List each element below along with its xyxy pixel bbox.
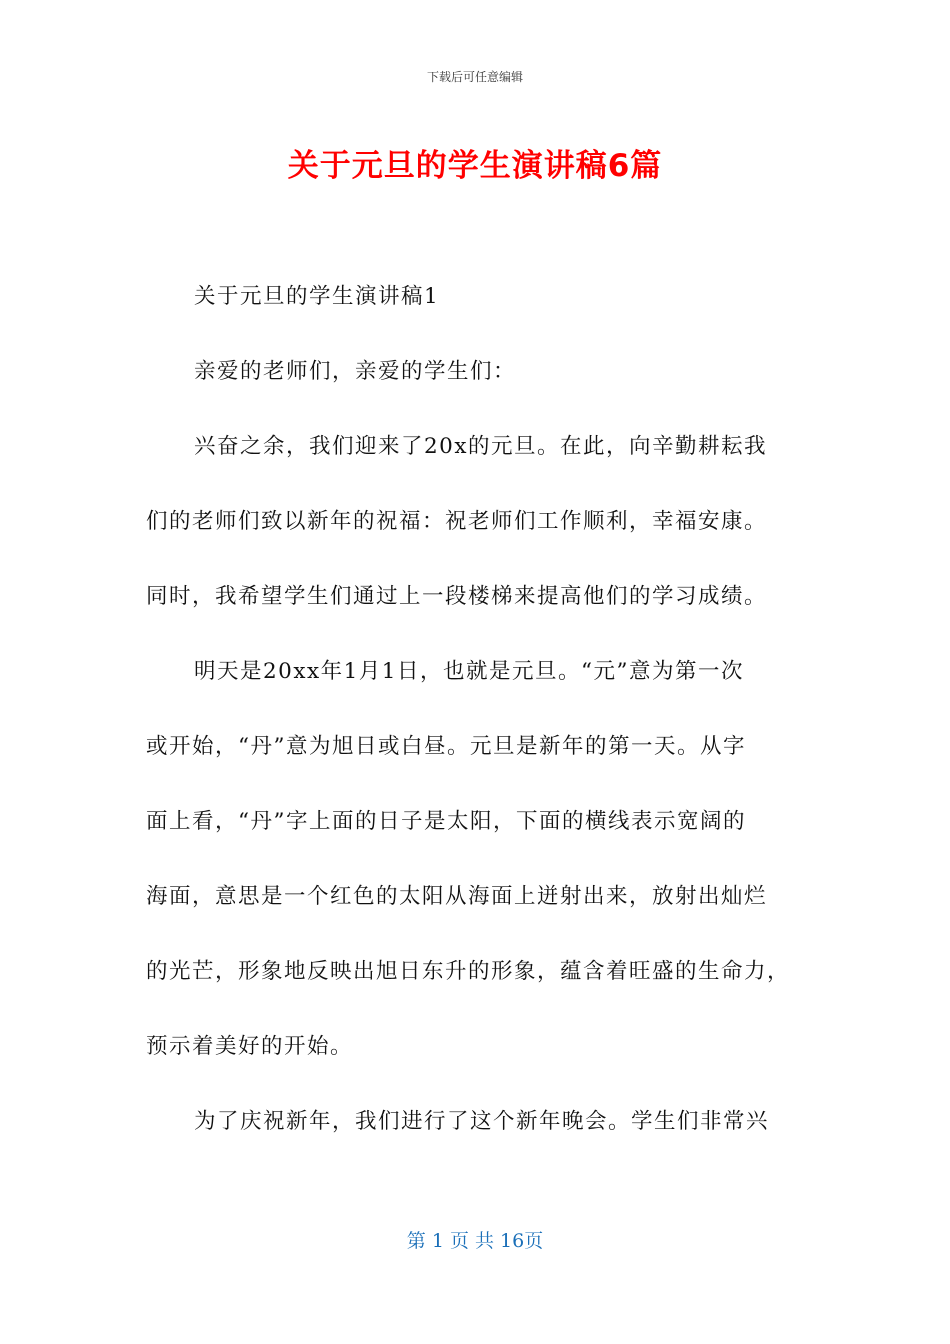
paragraph-line: 们的老师们致以新年的祝福：祝老师们工作顺利，幸福安康。 bbox=[146, 509, 768, 534]
speech-heading: 关于元旦的学生演讲稿1 bbox=[194, 284, 440, 309]
document-body bbox=[146, 278, 806, 1178]
paragraph-line: 兴奋之余，我们迎来了20x的元旦。在此，向辛勤耕耘我 bbox=[194, 434, 767, 459]
paragraph-line: 为了庆祝新年，我们进行了这个新年晚会。学生们非常兴 bbox=[194, 1109, 770, 1134]
paragraph-line: 的光芒，形象地反映出旭日东升的形象，蕴含着旺盛的生命力， bbox=[146, 959, 791, 984]
paragraph-line: 预示着美好的开始。 bbox=[146, 1034, 354, 1059]
paragraph-line: 海面，意思是一个红色的太阳从海面上迸射出来，放射出灿烂 bbox=[146, 884, 768, 909]
page-number-footer: 第 1 页 共 16页 bbox=[406, 1230, 544, 1252]
paragraph-line: 同时，我希望学生们通过上一段楼梯来提高他们的学习成绩。 bbox=[146, 584, 768, 609]
salutation: 亲爱的老师们，亲爱的学生们： bbox=[194, 359, 517, 384]
paragraph-line: 面上看，“丹”字上面的日子是太阳，下面的横线表示宽阔的 bbox=[146, 809, 746, 834]
header-note: 下载后可任意编辑 bbox=[426, 70, 523, 84]
document-title: 关于元旦的学生演讲稿6篇 bbox=[287, 148, 663, 184]
paragraph-line: 明天是20xx年1月1日，也就是元旦。“元”意为第一次 bbox=[194, 659, 744, 684]
paragraph-line: 或开始，“丹”意为旭日或白昼。元旦是新年的第一天。从字 bbox=[146, 734, 746, 759]
